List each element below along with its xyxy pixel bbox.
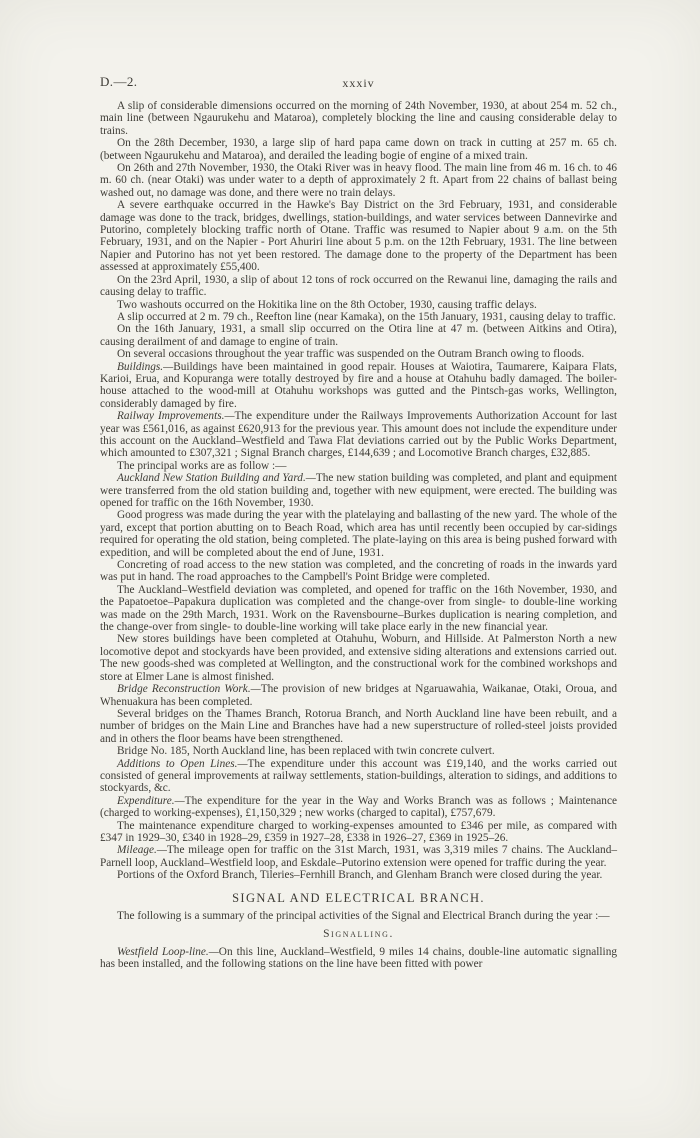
paragraph: On several occasions throughout the year traffic was suspended on the Outram Branch owing to floods. (117, 348, 585, 361)
paragraph-lead: Auckland New Station Building and Yard.— (117, 472, 316, 485)
paragraph: Good progress was made during the year with the platelaying and ballasting of the new yard. The whole of the yard, except that portion abutting on to Beach Road, which area has until recently been occupied by car-sidings required for operating the old station, being completed. The plate-laying on this area is being pushed forward with expedition, and will be completed about the end of June, 1931. (100, 509, 617, 559)
paragraph-lead: Railway Improvements.— (117, 410, 235, 423)
paragraph: The following is a summary of the principal activities of the Signal and Electrical Branch during the year :— (117, 910, 610, 922)
sub-heading: Signalling. (323, 928, 394, 941)
paragraph: The Auckland–Westfield deviation was completed, and opened for traffic on the 16th November, 1930, and the Papatoetoe–Papakura duplication was completed and the change-over from single- to double-line working was made on the 29th March, 1931. Work on the Ravensbourne–Burkes duplication is nearing completion, and the change-over from single- to double-line working will take place early in the new financial year. (100, 583, 617, 634)
paragraph: Railway Improvements.—The expenditure under the Railways Improvements Authorization Account for last year was £561,016, as against £620,913 for the previous year. This amount does not include the expenditure under this account on the Auckland–Westfield and Tawa Flat deviations carried out by the Public Works Department, which amounted to £307,321 ; Signal Branch charges, £144,639 ; and Locomotive Branch charges, £32,885. (100, 410, 617, 460)
paragraph: A slip occurred at 2 m. 79 ch., Reefton line (near Kamaka), on the 15th January, 1931, causing delay to traffic. (117, 310, 616, 323)
page-number: xxxiv (342, 76, 375, 90)
paragraph: Concreting of road access to the new station was completed, and the concreting of roads in the inwards yard was put in hand. The road approaches to the Campbell's Point Bridge were completed. (100, 559, 617, 584)
paragraph: Portions of the Oxford Branch, Tileries–Fernhill Branch, and Glenham Branch were closed during the year. (117, 869, 603, 882)
paragraph: Auckland New Station Building and Yard.—The new station building was completed, and plant and equipment were transferred from the old station building and, together with new equipment, were erected. The building was opened for traffic on the 16th November, 1930. (100, 472, 617, 509)
section-heading: SIGNAL AND ELECTRICAL BRANCH. (232, 890, 485, 905)
paragraph: Westfield Loop-line.—On this line, Auckland–Westfield, 9 miles 14 chains, double-line automatic signalling has been installed, and the following stations on the line have been fitted with power (100, 945, 617, 971)
paragraph: Buildings.—Buildings have been maintained in good repair. Houses at Waiotira, Taumarere, Kaipara Flats, Karioi, Erua, and Kopuranga were totally destroyed by fire and a house at Otahuhu badly damaged. The boiler-house attached to the wood-mill at Otahuhu workshops was gutted and the Pintsch-gas works, Wellington, considerably damaged by fire. (100, 360, 617, 410)
paragraph: A severe earthquake occurred in the Hawke's Bay District on the 3rd February, 1931, and considerable damage was done to the track, bridges, dwellings, station-buildings, and water services between Dannevirke and Putorino, completely blocking traffic north of Otane. Traffic was resumed to Napier about 9 a.m. on the 5th February, 1931, and on the Napier - Port Ahuriri line about 5 p.m. on the 12th February, 1931. The line between Napier and Putorino has not yet been restored. The damage done to the property of the Department has been assessed at approximately £55,400. (100, 199, 617, 274)
document-body (100, 100, 617, 971)
paragraph: On the 16th January, 1931, a small slip occurred on the Otira line at 47 m. (between Aitkins and Otira), causing derailment of and damage to engine of train. (100, 323, 617, 348)
paragraph: New stores buildings have been completed at Otahuhu, Woburn, and Hillside. At Palmerston North a new locomotive depot and stockyards have been provided, and extensive siding alterations and extensions carried out. The new goods-shed was completed at Wellington, and the constructional work for the combined workshops and store at Elmer Lane is almost finished. (100, 633, 617, 683)
paragraph: On the 28th December, 1930, a large slip of hard papa came down on track in cutting at 257 m. 65 ch. (between Ngaurukehu and Mataroa), and derailed the leading bogie of engine of a mixed train. (100, 137, 617, 162)
paragraph-lead: Buildings.— (117, 360, 174, 373)
paragraph-lead: Additions to Open Lines.— (117, 757, 248, 770)
paragraph-lead: Mileage.— (117, 844, 167, 857)
paragraph: Additions to Open Lines.—The expenditure under this account was £19,140, and the works carried out consisted of general improvements at railway settlements, station-buildings, alteration to sidings, and additions to stockyards, &c. (100, 757, 617, 795)
paragraph: Several bridges on the Thames Branch, Rotorua Branch, and North Auckland line have been rebuilt, and a number of bridges on the Main Line and Branches have had a new superstructure of rolled-steel joists provided and in others the floor beams have been strengthened. (100, 707, 617, 745)
paragraph: Mileage.—The mileage open for traffic on the 31st March, 1931, was 3,319 miles 7 chains. The Auckland–Parnell loop, Auckland–Westfield loop, and Eskdale–Putorino extension were opened for traffic during the year. (100, 844, 617, 869)
paragraph: Bridge No. 185, North Auckland line, has been replaced with twin concrete culvert. (117, 745, 495, 758)
paragraph: On the 23rd April, 1930, a slip of about 12 tons of rock occurred on the Rewanui line, damaging the rails and causing delay to traffic. (100, 273, 617, 299)
page-header (100, 74, 617, 92)
doc-reference: D.—2. (100, 74, 138, 89)
paragraph: On 26th and 27th November, 1930, the Otaki River was in heavy flood. The main line from 46 m. 16 ch. to 46 m. 60 ch. (near Otaki) was under water to a depth of approximately 2 ft. Apart from 22 chains of ballast being washed out, no damage was done, and there were no train delays. (100, 162, 617, 199)
paragraph-lead: Expenditure.— (117, 794, 185, 807)
paragraph: Expenditure.—The expenditure for the year in the Way and Works Branch was as follows ; Maintenance (charged to working-expenses), £1,150,329 ; new works (charged to capital), £757,679. (100, 794, 617, 820)
paragraph: Two washouts occurred on the Hokitika line on the 8th October, 1930, causing traffic delays. (117, 298, 537, 311)
paragraph-lead: Westfield Loop-line.— (117, 945, 219, 958)
paragraph: Bridge Reconstruction Work.—The provision of new bridges at Ngaruawahia, Waikanae, Otaki, Oroua, and Whenuakura has been completed. (100, 683, 617, 708)
paragraph-lead: Bridge Reconstruction Work.— (117, 683, 261, 696)
paragraph: The principal works are as follow :— (117, 459, 287, 472)
paragraph: A slip of considerable dimensions occurred on the morning of 24th November, 1930, at about 254 m. 52 ch., main line (between Ngaurukehu and Mataroa), completely blocking the line and causing considerable delay to trains. (100, 100, 617, 137)
paragraph: The maintenance expenditure charged to working-expenses amounted to £346 per mile, as compared with £347 in 1929–30, £340 in 1928–29, £359 in 1927–28, £338 in 1926–27, £369 in 1925–26. (100, 819, 617, 844)
